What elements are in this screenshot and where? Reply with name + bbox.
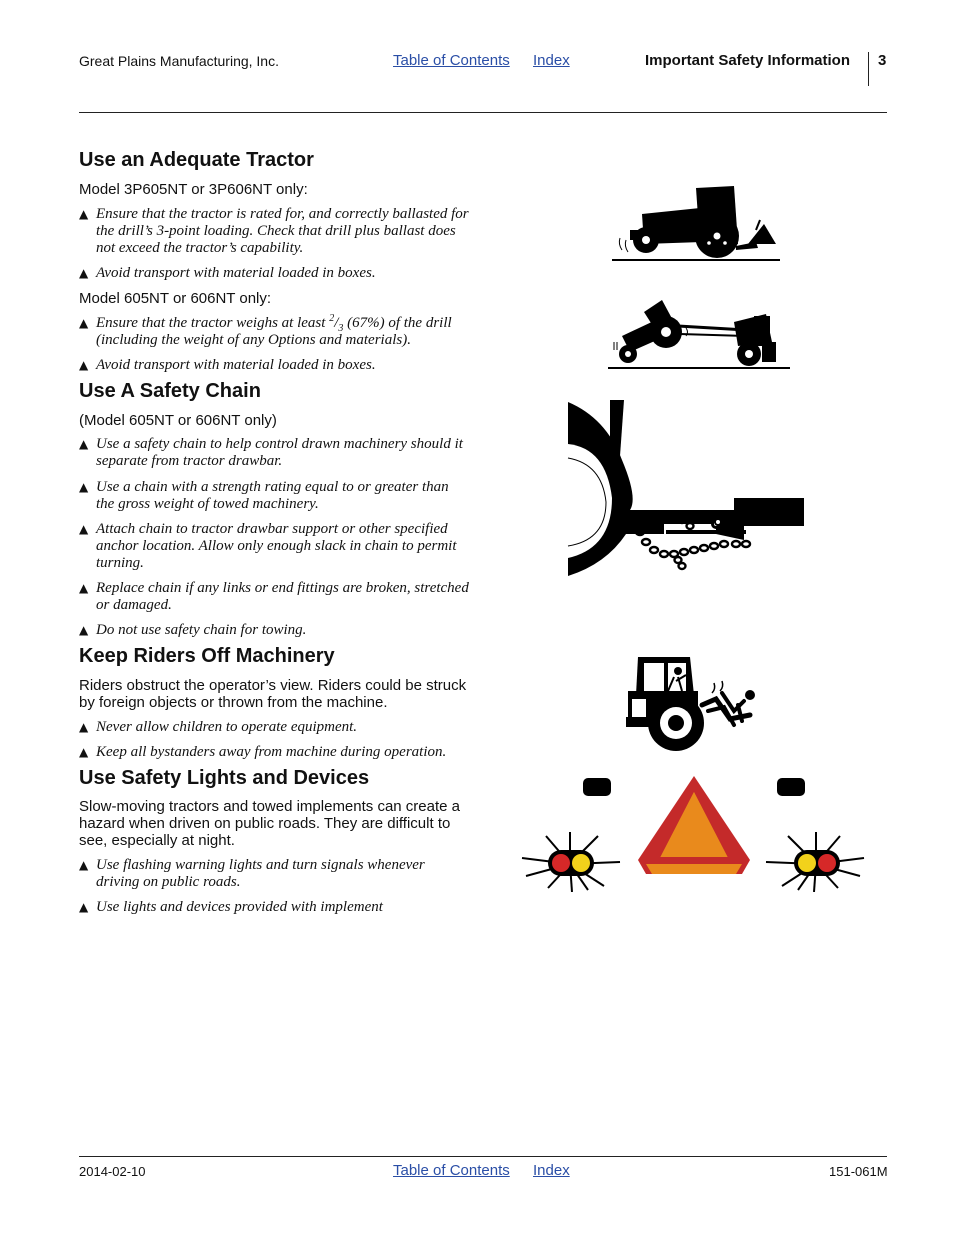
section-title: Important Safety Information [645, 52, 851, 69]
triangle-bullet-icon: ▲ [79, 207, 89, 221]
rider-thrown-illustration-icon [624, 655, 758, 753]
heading-adequate-tractor: Use an Adequate Tractor [79, 149, 314, 171]
model-note-3p: Model 3P605NT or 3P606NT only: [79, 181, 308, 198]
list-item: ▲ Do not use safety chain for towing. [79, 622, 307, 638]
riders-intro: Riders obstruct the operator’s view. Riders could be struck by foreign objects or thrown from the machine. [79, 677, 467, 711]
heading-safety-chain: Use A Safety Chain [79, 380, 261, 402]
list-item: ▲ Attach chain to tractor drawbar support or other specified anchor location. Allow only enough slack in chain to permit turning. [79, 521, 457, 571]
list-item: ▲ Keep all bystanders away from machine during operation. [79, 744, 447, 760]
smv-emblem-lights-illustration-icon [518, 772, 870, 892]
triangle-bullet-icon: ▲ [79, 720, 89, 734]
list-item: ▲ Use a chain with a strength rating equal to or greater than the gross weight of towed machinery. [79, 479, 449, 512]
triangle-bullet-icon: ▲ [79, 858, 89, 872]
list-item: ▲ Use a safety chain to help control drawn machinery should it separate from tractor drawbar. [79, 436, 463, 469]
list-item: ▲ Ensure that the tractor is rated for, and correctly ballasted for the drill’s 3-point loading. Check that drill plus ballast does not exceed the tractor’s capability. [79, 206, 469, 256]
list-item: ▲ Never allow children to operate equipment. [79, 719, 358, 735]
model-note-605: Model 605NT or 606NT only: [79, 290, 272, 307]
index-link[interactable]: Index [533, 52, 570, 69]
heading-safety-lights: Use Safety Lights and Devices [79, 767, 370, 789]
safety-chain-hitch-illustration-icon [566, 398, 806, 576]
warning-light-right-icon [766, 832, 864, 892]
tractor-3point-illustration-icon [608, 184, 783, 264]
footer-date: 2014-02-10 [79, 1164, 146, 1179]
triangle-bullet-icon: ▲ [79, 581, 89, 595]
triangle-bullet-icon: ▲ [79, 358, 89, 372]
toc-link[interactable]: Table of Contents [393, 52, 510, 69]
triangle-bullet-icon: ▲ [79, 745, 89, 759]
header-rule [79, 112, 887, 113]
list-item: ▲ Use flashing warning lights and turn signals whenever driving on public roads. [79, 857, 425, 890]
triangle-bullet-icon: ▲ [79, 437, 89, 451]
triangle-bullet-icon: ▲ [79, 522, 89, 536]
list-item: ▲ Replace chain if any links or end fittings are broken, stretched or damaged. [79, 580, 469, 613]
list-item: ▲ Avoid transport with material loaded in boxes. [79, 265, 376, 281]
footer-toc-link[interactable]: Table of Contents [393, 1162, 510, 1179]
triangle-bullet-icon: ▲ [79, 266, 89, 280]
footer-doc-number: 151-061M [829, 1164, 888, 1179]
page-number: 3 [878, 52, 887, 69]
lights-intro: Slow-moving tractors and towed implements can create a hazard when driven on public roads. They are difficult to see, especially at night. [79, 798, 461, 849]
chain-model-note: (Model 605NT or 606NT only) [79, 412, 277, 429]
triangle-bullet-icon: ▲ [79, 623, 89, 637]
triangle-bullet-icon: ▲ [79, 316, 89, 330]
list-item: ▲ Ensure that the tractor weighs at least $^2/_3$ (67%) of the drill (including the weight of any Options and materials). [79, 313, 452, 348]
warning-light-left-icon [522, 832, 620, 892]
footer-rule [79, 1156, 887, 1157]
triangle-bullet-icon: ▲ [79, 480, 89, 494]
company-name: Great Plains Manufacturing, Inc. [79, 53, 279, 69]
triangle-bullet-icon: ▲ [79, 900, 89, 914]
heading-keep-riders-off: Keep Riders Off Machinery [79, 645, 335, 667]
footer-index-link[interactable]: Index [533, 1162, 570, 1179]
header-divider [868, 52, 869, 86]
tractor-towed-drill-illustration-icon [606, 296, 792, 372]
list-item: ▲ Use lights and devices provided with implement [79, 899, 383, 915]
list-item: ▲ Avoid transport with material loaded in boxes. [79, 357, 376, 373]
